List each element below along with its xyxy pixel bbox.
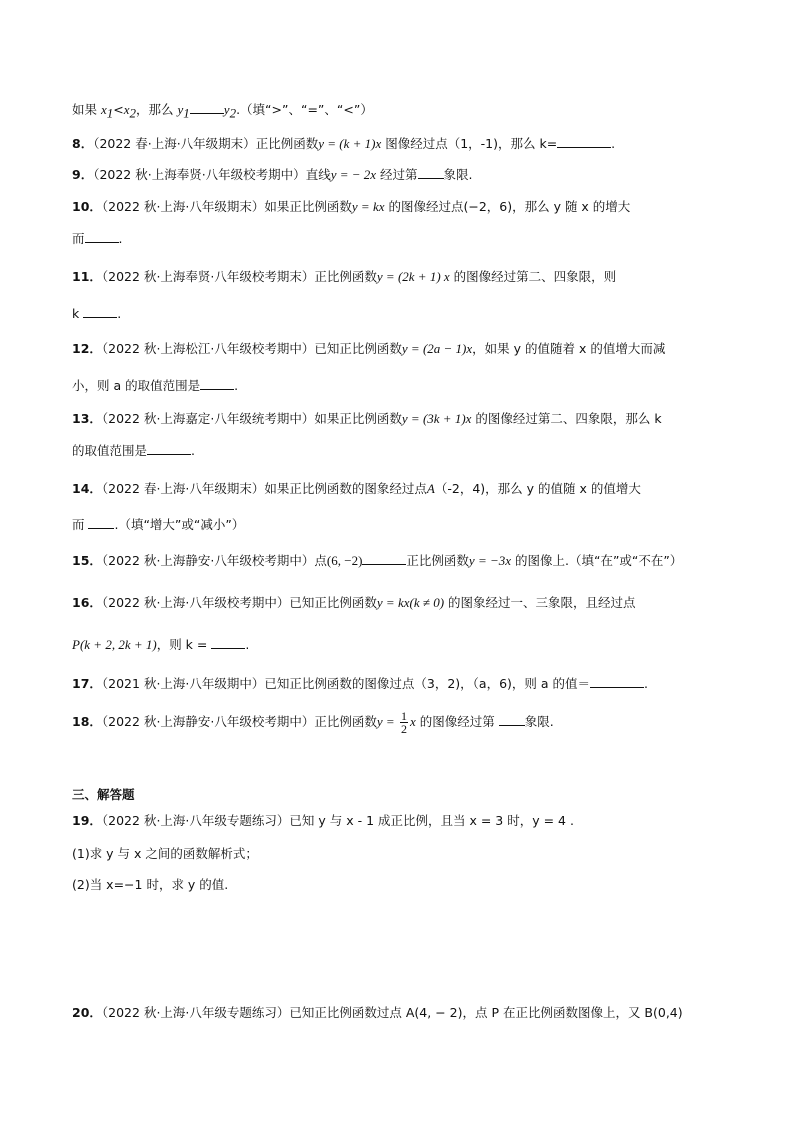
answer-blank[interactable] — [88, 516, 114, 529]
question-source: （2022 秋·上海松江·八年级校考期中） — [101, 341, 315, 356]
text: . — [611, 136, 616, 151]
question-source: （2021 秋·上海·八年级期中） — [101, 676, 265, 691]
question-7-continuation — [72, 101, 373, 123]
question-number: 18． — [72, 714, 102, 729]
answer-blank[interactable] — [362, 552, 406, 565]
question-12-line2 — [72, 377, 238, 395]
answer-blank[interactable] — [499, 713, 525, 726]
text: 象限. — [443, 167, 473, 182]
math-expression: y = kx — [351, 199, 385, 214]
question-10-line2 — [72, 230, 123, 248]
math-expression: A — [426, 481, 435, 496]
question-source: （2022 秋·上海奉贤·八年级校考期末） — [101, 269, 315, 284]
question-source: （2022 秋·上海静安·八年级校考期中） — [101, 714, 315, 729]
question-number: 12． — [72, 341, 102, 356]
question-19 — [72, 812, 574, 830]
text: 正比例函数 — [314, 269, 377, 284]
text: 已知 y 与 x - 1 成正比例，且当 x = 3 时，y = 4 . — [289, 813, 574, 828]
question-19-part2: (2)当 x=−1 时，求 y 的值. — [72, 877, 229, 892]
text: .（填“>”、“=”、“<”） — [236, 102, 373, 117]
math-expression: y = (2a − 1)x — [401, 341, 473, 356]
text: . — [245, 637, 250, 652]
question-11-line2 — [72, 305, 121, 323]
math-expression: y = (k + 1)x — [318, 136, 382, 151]
question-number: 10． — [72, 199, 102, 214]
lt-sign: < — [113, 102, 124, 117]
text: k — [72, 306, 84, 321]
question-20 — [72, 1004, 683, 1022]
text: 直线 — [305, 167, 331, 182]
question-19-part1: (1)求 y 与 x 之间的函数解析式； — [72, 846, 258, 861]
math-expression: y = — [376, 714, 398, 729]
answer-blank[interactable] — [418, 166, 444, 179]
text: 已知正比例函数的图像过点（3，2)，（a，6)，则 a 的值＝ — [264, 676, 591, 691]
question-source: （2022 春·上海·八年级期末） — [93, 136, 256, 151]
question-13-line2 — [72, 442, 195, 460]
text: 小，则 a 的取值范围是 — [72, 378, 201, 393]
question-18 — [72, 710, 554, 735]
text: . — [117, 306, 122, 321]
text: 正比例函数 — [406, 553, 469, 568]
answer-blank[interactable] — [211, 636, 245, 649]
sub: 1 — [183, 105, 190, 121]
question-number: 16． — [72, 595, 102, 610]
text: 图像经过点（1，-1)，那么 k= — [381, 136, 558, 151]
answer-blank[interactable] — [190, 101, 224, 114]
question-source: （2022 秋·上海嘉定·八年级统考期中） — [101, 411, 315, 426]
text: 点 — [314, 553, 327, 568]
question-number: 15． — [72, 553, 102, 568]
text: 如果正比例函数 — [264, 199, 352, 214]
question-source: （2022 秋·上海·八年级专题练习） — [101, 813, 290, 828]
question-10 — [72, 198, 630, 216]
math-point: P(k + 2, 2k + 1) — [72, 637, 157, 652]
question-number: 14． — [72, 481, 102, 496]
answer-blank[interactable] — [85, 230, 119, 243]
math-variable: x — [409, 714, 416, 729]
text: . — [191, 443, 195, 458]
section-heading: 三、解答题 — [72, 787, 135, 802]
question-16-line2 — [72, 636, 249, 654]
math-point: (6, −2) — [326, 553, 363, 568]
question-source: （2022 秋·上海·八年级专题练习） — [101, 1005, 290, 1020]
text: 的图象经过一、三象限，且经过点 — [444, 595, 636, 610]
math-expression: y = (2k + 1) x — [376, 269, 450, 284]
sub: 2 — [229, 105, 237, 121]
question-number: 19． — [72, 813, 102, 828]
question-number: 8． — [72, 136, 94, 151]
math-expression: y = −3x — [468, 553, 512, 568]
question-14 — [72, 480, 641, 498]
question-number: 13． — [72, 411, 102, 426]
text: . — [644, 676, 649, 691]
text: 如果正比例函数的图象经过点 — [264, 481, 427, 496]
text: 已知正比例函数 — [314, 341, 402, 356]
math-y1: y — [177, 102, 184, 117]
text: 如果 — [72, 102, 101, 117]
text: 正比例函数 — [314, 714, 377, 729]
question-source: （2022 春·上海·八年级期末） — [101, 481, 265, 496]
fraction — [400, 710, 408, 735]
text: 正比例函数 — [255, 136, 319, 151]
fraction-numerator: 1 — [400, 709, 407, 723]
text: 如果正比例函数 — [314, 411, 402, 426]
question-source: （2022 秋·上海·八年级校考期中） — [101, 595, 290, 610]
text: 经过第 — [376, 167, 418, 182]
text: 的取值范围是 — [72, 443, 148, 458]
answer-blank[interactable] — [200, 377, 234, 390]
answer-blank[interactable] — [557, 135, 611, 148]
text: 的图像上.（填“在”或“不在”） — [511, 553, 683, 568]
text: . — [118, 231, 123, 246]
question-number: 11． — [72, 269, 102, 284]
text: ，则 k = — [156, 637, 212, 652]
question-number: 20． — [72, 1005, 102, 1020]
text: （-2，4)，那么 y 的值随 x 的值增大 — [434, 481, 641, 496]
text: . — [234, 378, 239, 393]
question-source: （2022 秋·上海·八年级期末） — [101, 199, 265, 214]
math-y2: y — [223, 102, 230, 117]
math-expression: y = − 2x — [330, 167, 377, 182]
text: 而 — [72, 231, 85, 246]
sub: 1 — [106, 105, 114, 121]
answer-blank[interactable] — [83, 305, 117, 318]
question-13 — [72, 410, 662, 428]
question-17 — [72, 675, 648, 693]
text: ，如果 y 的值随着 x 的值增大而减 — [472, 341, 666, 356]
answer-blank[interactable] — [590, 675, 644, 688]
math-x2: x — [123, 102, 130, 117]
text: 的图像经过点(−2，6)，那么 y 随 x 的增大 — [384, 199, 631, 214]
question-9 — [72, 166, 473, 184]
text: 而 — [72, 517, 89, 532]
math-expression: y = (3k + 1)x — [401, 411, 472, 426]
question-14-line2 — [72, 516, 244, 534]
question-12 — [72, 340, 665, 358]
text: 象限. — [524, 714, 554, 729]
text: 的图像经过第 — [415, 714, 499, 729]
question-number: 17． — [72, 676, 102, 691]
text: 的图像经过第二、四象限，则 — [449, 269, 617, 284]
question-source: （2022 秋·上海奉贤·八年级校考期中） — [93, 167, 306, 182]
answer-blank[interactable] — [147, 442, 191, 455]
math-x1: x — [100, 102, 107, 117]
text: ，那么 — [136, 102, 178, 117]
question-source: （2022 秋·上海静安·八年级校考期中） — [101, 553, 315, 568]
question-15 — [72, 552, 682, 570]
fraction-denominator: 2 — [400, 722, 407, 736]
math-expression: y = kx(k ≠ 0) — [376, 595, 445, 610]
text: .（填“增大”或“减小”） — [114, 517, 245, 532]
question-16 — [72, 594, 636, 612]
sub: 2 — [129, 105, 137, 121]
text: 已知正比例函数 — [289, 595, 377, 610]
question-11 — [72, 268, 616, 286]
text: 的图像经过第二、四象限，那么 k — [471, 411, 662, 426]
question-number: 9． — [72, 167, 94, 182]
question-8 — [72, 135, 615, 153]
text: 已知正比例函数过点 A(4, − 2)，点 P 在正比例函数图像上，又 B(0,4) — [289, 1005, 683, 1020]
